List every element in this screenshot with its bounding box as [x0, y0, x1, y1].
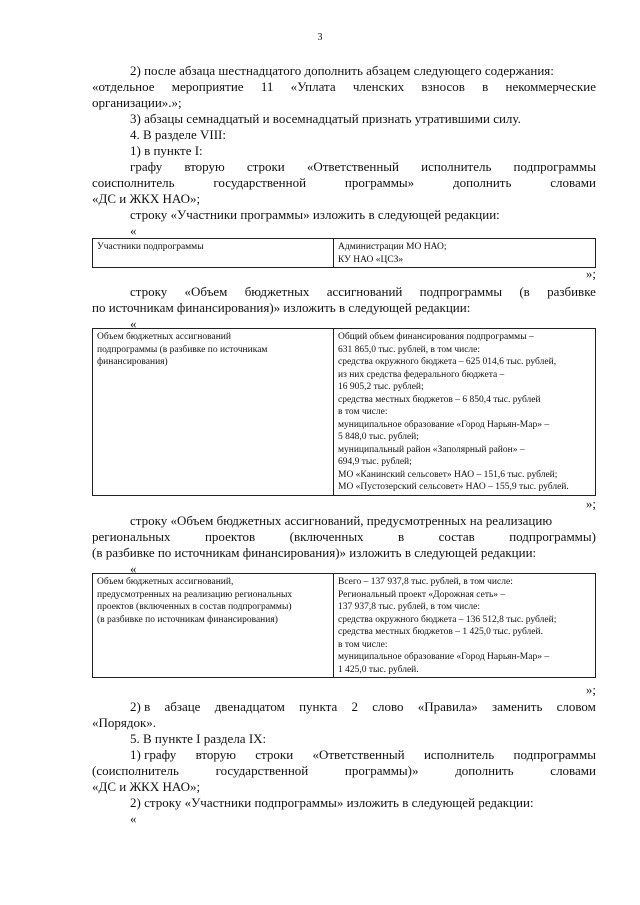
budget-table [92, 328, 596, 496]
table-cell-value: Общий объем финансирования подпрограммы – 631 865,0 тыс. рублей, в том числе: средства окружного бюджета – 625 014,6 тыс. рублей, из них средства федерального бюджета – 16 905,2 тыс. рублей; средства местных бюджетов – 6 850,4 тыс. рублей в том числе: муниципальное образование «Город Нарьян-Мар» – 5 848,0 тыс. рублей; муниципальный район «Заполярный район» – 694,9 тыс. рублей; МО «Канинский сельсовет» НАО – 151,6 тыс. рублей; МО «Пустозерский сельсовет» НАО – 155,9 тыс. рублей. [334, 329, 596, 496]
section-heading: 4. В разделе VIII: [130, 127, 226, 142]
section-heading: 5. В пункте I раздела IX: [130, 731, 267, 746]
paragraph-line: 1) графу вторую строки «Ответственный исполнитель подпрограммы [130, 747, 596, 762]
paragraph-line: «ДС и ЖКХ НАО»; [92, 191, 201, 206]
closing-quote: »; [585, 266, 596, 281]
page-number: 3 [317, 32, 323, 43]
paragraph-line: по источникам финансирования)» изложить в следующей редакции: [92, 300, 471, 315]
table-cell-label: Объем бюджетных ассигнований подпрограммы (в разбивке по источникам финансирования) [93, 329, 334, 496]
paragraph-line: соисполнитель государственной программы» дополнить словами [92, 175, 596, 190]
regional-projects-table [92, 573, 596, 678]
table-cell-label: Участники подпрограммы [93, 239, 334, 268]
paragraph-line: «ДС и ЖКХ НАО»; [92, 779, 201, 794]
paragraph-line: строку «Объем бюджетных ассигнований подпрограммы (в разбивке [130, 284, 596, 299]
opening-quote: « [130, 561, 137, 576]
paragraph-line: 2) после абзаца шестнадцатого дополнить абзацем следующего содержания: [130, 63, 554, 78]
closing-quote: »; [585, 496, 596, 511]
paragraph-line: «отдельное мероприятие 11 «Уплата членских взносов в некоммерческие [92, 79, 596, 94]
paragraph-line: (в разбивке по источникам финансирования)» изложить в следующей редакции: [92, 545, 537, 560]
paragraph-line: региональных проектов (включенных в состав подпрограммы) [92, 529, 596, 544]
opening-quote: « [130, 316, 137, 331]
paragraph-line: графу вторую строки «Ответственный исполнитель подпрограммы [130, 159, 596, 174]
table-cell-value: Всего – 137 937,8 тыс. рублей, в том числе: Региональный проект «Дорожная сеть» – 137 937,8 тыс. рублей, в том числе: средства окружного бюджета – 136 512,8 тыс. рублей; средства местных бюджетов – 1 425,0 тыс. рублей. в том числе: муниципальное образование «Город Нарьян-Мар» – 1 425,0 тыс. рублей. [334, 574, 596, 678]
table-row [93, 329, 596, 496]
paragraph-line: строку «Объем бюджетных ассигнований, предусмотренных на реализацию [130, 513, 553, 528]
participants-table [92, 238, 596, 268]
table-cell-label: Объем бюджетных ассигнований, предусмотренных на реализацию региональных проектов (включенных в состав подпрограммы) (в разбивке по источникам финансирования) [93, 574, 334, 678]
opening-quote: « [130, 223, 137, 238]
paragraph-line: строку «Участники программы» изложить в следующей редакции: [130, 207, 500, 222]
paragraph-line: организации».»; [92, 95, 182, 110]
table-row [93, 574, 596, 678]
table-cell-value: Администрации МО НАО; КУ НАО «ЦСЗ» [334, 239, 596, 268]
paragraph-line: (соисполнитель государственной программы)» дополнить словами [92, 763, 596, 778]
table-row [93, 239, 596, 268]
closing-quote: »; [585, 682, 596, 697]
paragraph-line: 2) строку «Участники подпрограммы» изложить в следующей редакции: [130, 795, 534, 810]
paragraph-line: 2) в абзаце двенадцатом пункта 2 слово «Правила» заменить словом [130, 699, 596, 714]
paragraph-line: 1) в пункте I: [130, 143, 203, 158]
paragraph-line: «Порядок». [92, 715, 157, 730]
paragraph-line: 3) абзацы семнадцатый и восемнадцатый признать утратившими силу. [130, 111, 521, 126]
opening-quote: « [130, 811, 137, 826]
